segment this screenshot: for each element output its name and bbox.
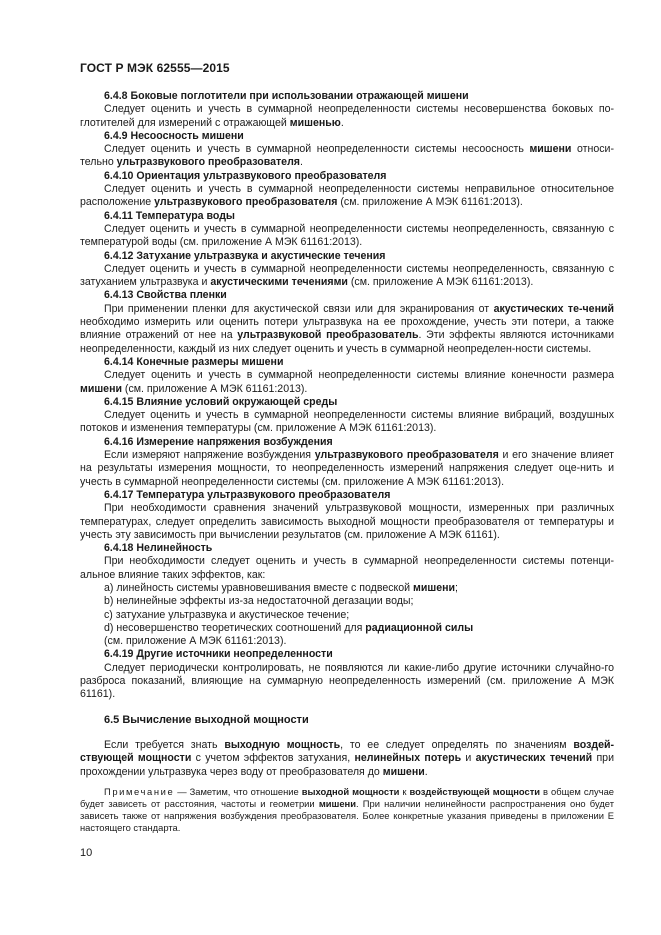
list-item — [80, 622, 614, 635]
text-run: Следует оценить и учесть в суммарной неопределенности системы неправильное относительное расположение — [80, 183, 614, 209]
section-heading: 6.4.8 Боковые поглотители при использовании отражающей мишени — [104, 90, 469, 102]
section-heading: 6.4.15 Влияние условий окружающей среды — [104, 395, 338, 408]
text-run: Следует оценить и учесть в суммарной неопределенности системы несоосность — [104, 143, 530, 156]
bold-term: мишени — [413, 581, 456, 594]
bold-term: ультразвукового преобразователя — [116, 156, 300, 169]
bold-term: ультразвукового преобразователя — [314, 449, 499, 462]
bold-term: акустическими течениями — [210, 276, 348, 289]
text-run: . Эти эффекты являются источниками неопределенности, каждый из них следует оценить и учесть в суммарной неопределен-ности системы. — [80, 329, 614, 355]
list-item — [80, 635, 614, 648]
section-heading: 6.4.14 Конечные размеры мишени — [104, 355, 284, 368]
note — [80, 786, 614, 835]
section-heading: 6.4.9 Несоосность мишени — [104, 129, 244, 142]
text-run: . — [340, 116, 344, 129]
bold-term: выходной мощности — [301, 785, 400, 797]
bold-term: мишени — [529, 143, 572, 156]
section-text — [80, 143, 614, 170]
text-run: Следует оценить и учесть в суммарной неопределенности системы влияние вибраций, воздушных потоков и изменения температуры (см. приложение А МЭК 61161:2013). — [80, 409, 614, 435]
text-run: глотителей для измерений с отражающей — [80, 116, 290, 129]
text-run: к — [399, 785, 410, 797]
text-run: d) несовершенство теоретических соотношений для — [104, 621, 366, 634]
document-header: ГОСТ Р МЭК 62555—2015 — [80, 61, 230, 75]
note-label: Примечание — [104, 785, 175, 797]
text-run: Следует оценить и учесть в суммарной неопределенности системы неопределенность, связанную с затуханием ультразвука и — [80, 262, 614, 289]
text-run: при прохождении ультразвука через воду от преобразователя до — [80, 752, 614, 778]
text-run: Следует периодически контролировать, не появляются ли какие-либо другие источники случайно-го разброса показаний, влияющие на суммарную неопределенность измерений (см. приложение А МЭК 61161). — [80, 661, 614, 701]
text-run: Если измеряют напряжение возбуждения — [104, 449, 315, 462]
section-text — [80, 662, 614, 702]
bold-term: акустических течений — [475, 752, 593, 765]
section-text — [80, 223, 614, 250]
section-heading: 6.4.17 Температура ультразвукового преобразователя — [104, 488, 391, 501]
section-heading: 6.4.12 Затухание ультразвука и акустические течения — [104, 249, 386, 262]
section-text — [80, 502, 614, 542]
list-item — [80, 595, 614, 608]
page-number: 10 — [80, 847, 93, 859]
section-text — [80, 263, 614, 290]
text-run: и его значение влияет на результаты измерения мощности, то неопределенность измерений напряжения следует оце-нить и учесть в суммарной неопределенности системы (см. приложение А МЭК 61161:2013). — [80, 449, 615, 488]
bold-term: радиационной силы — [365, 621, 474, 634]
text-run: . — [299, 156, 303, 169]
text-run: Следует оценить и учесть в суммарной неопределенности системы несовершенства боковых по- — [104, 103, 614, 116]
document-body — [80, 90, 614, 835]
text-run: . При наличии нелинейности распространения оно будет зависеть также от напряжения возбуждения преобразователя. Более конкретные указания приведены в приложении Е настоящего стандарта. — [80, 798, 614, 834]
text-run: с учетом эффектов затухания, — [191, 752, 355, 765]
text-run: ; — [455, 581, 458, 594]
section-text — [80, 555, 614, 582]
section-text — [80, 449, 614, 489]
section-heading: 6.4.10 Ориентация ультразвукового преобразователя — [104, 169, 387, 182]
text-run: (см. приложение А МЭК 61161:2013). — [347, 276, 534, 289]
text-run: с) затухание ультразвука и акустическое течение; — [104, 608, 350, 621]
text-run: Следует оценить и учесть в суммарной неопределенности системы неопределенность, связанную с температурой воды (см. приложение А МЭК 61161:2013). — [80, 222, 614, 249]
text-run: . — [424, 765, 428, 778]
section-heading: 6.4.16 Измерение напряжения возбуждения — [104, 435, 333, 448]
section-6-5-text — [80, 739, 614, 779]
text-run: необходимо измерить или оценить потери ультразвука на ее прохождение, учесть эти потери, а также влияние отражений от нее на — [80, 316, 614, 342]
text-run: , то ее следует определять по значениям — [340, 738, 574, 751]
text-run: относи-тельно — [80, 143, 614, 169]
bold-term: ультразвуковой преобразователь — [237, 329, 419, 342]
text-run: (см. приложение А МЭК 61161:2013). — [337, 196, 523, 209]
section-heading-6-5: 6.5 Вычисление выходной мощности — [104, 713, 309, 726]
text-run: в общем случае будет зависеть от расстояния, частоты и геометрии — [80, 785, 615, 810]
text-run: b) нелинейные эффекты из-за недостаточной дегазации воды; — [104, 595, 414, 608]
bold-term: выходную мощность — [224, 738, 341, 751]
section-heading: 6.4.11 Температура воды — [104, 209, 235, 222]
section-text — [80, 369, 614, 396]
text-run: При необходимости следует оценить и учесть в суммарной неопределенности системы потенци-альное влияние таких эффектов, как: — [80, 555, 614, 581]
bold-term: нелинейных потерь — [354, 752, 462, 765]
text-run: Если требуется знать — [104, 738, 225, 751]
section-heading: 6.4.19 Другие источники неопределенности — [104, 648, 333, 661]
text-run: — Заметим, что отношение — [174, 785, 302, 797]
text-run: (см. приложение А МЭК 61161:2013). — [104, 635, 287, 648]
text-run: и — [461, 752, 476, 765]
bold-term: воздей-ствующей мощности — [80, 738, 615, 765]
bold-term: воздействующей мощности — [409, 785, 541, 797]
section-text — [80, 303, 614, 356]
bold-term: мишени — [382, 765, 425, 778]
text-run: При применении пленки для акустической связи или для экранирования от — [104, 302, 494, 315]
list-item — [80, 582, 614, 595]
text-run: При необходимости сравнения значений ультразвуковой мощности, измеренных при различных температурах, следует определить зависимость выходной мощности преобразователя от температуры и учесть эту зависимость при вычислении результатов (см. приложение А МЭК 61161). — [80, 502, 614, 541]
section-heading: 6.4.13 Свойства пленки — [104, 289, 227, 302]
text-run: (см. приложение А МЭК 61161:2013). — [121, 382, 308, 395]
bold-term: мишени — [80, 382, 122, 395]
bold-term: акустических те-чений — [493, 302, 614, 315]
list-item — [80, 609, 614, 622]
bold-term: ультразвукового преобразователя — [154, 196, 338, 209]
section-text — [80, 103, 614, 130]
section-heading: 6.4.18 Нелинейность — [104, 542, 213, 555]
bold-term: мишенью — [289, 116, 341, 129]
text-run: Следует оценить и учесть в суммарной неопределенности системы влияние конечности размера — [104, 369, 614, 382]
text-run: а) линейность системы уравновешивания вместе с подвеской — [104, 581, 414, 594]
bold-term: мишени — [318, 798, 356, 810]
section-text — [80, 409, 614, 436]
section-text — [80, 183, 614, 210]
